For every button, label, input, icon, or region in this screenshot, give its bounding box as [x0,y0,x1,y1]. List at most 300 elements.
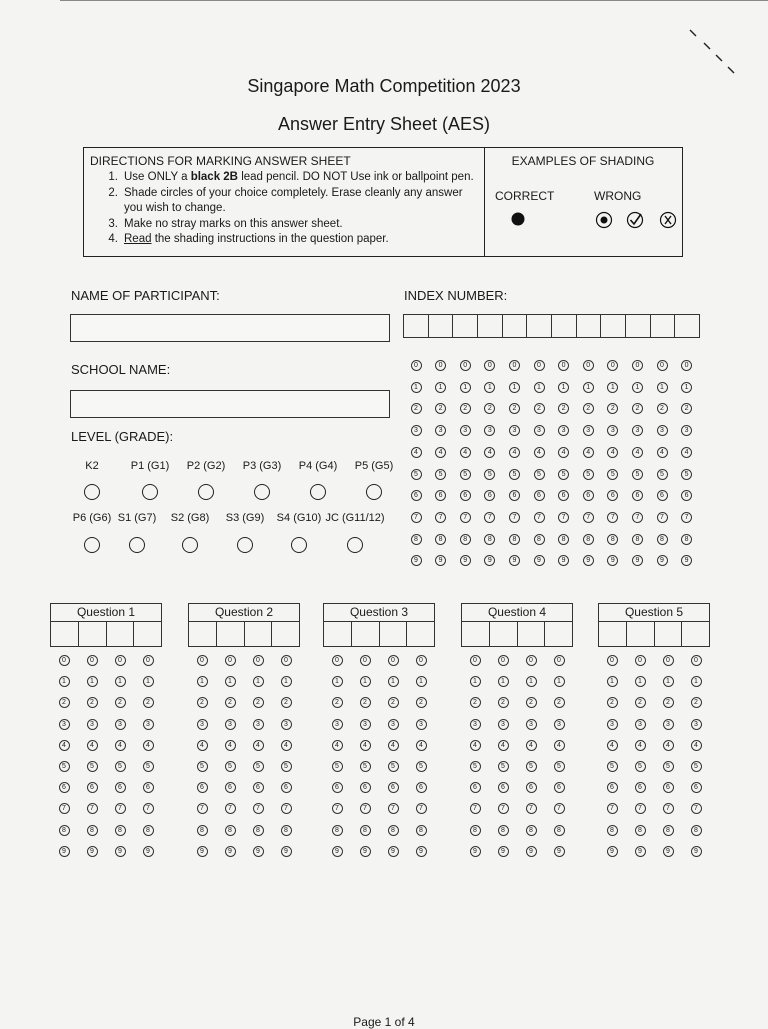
answer-digit-box[interactable] [245,622,273,646]
answer-digit-bubble[interactable]: 9 [635,846,646,857]
answer-digit-bubble[interactable]: 9 [197,846,208,857]
answer-digit-bubble[interactable]: 1 [554,676,565,687]
answer-digit-bubble[interactable]: 4 [197,740,208,751]
level-option-bubble[interactable] [129,537,145,553]
level-option-bubble[interactable] [237,537,253,553]
answer-digit-bubble[interactable]: 8 [281,825,292,836]
index-digit-bubble[interactable]: 9 [657,555,668,566]
answer-digit-bubble[interactable]: 5 [281,761,292,772]
answer-digit-bubble[interactable]: 2 [607,697,618,708]
answer-digit-bubble[interactable]: 5 [197,761,208,772]
index-digit-bubble[interactable]: 4 [435,447,446,458]
answer-digit-bubble[interactable]: 0 [416,655,427,666]
answer-digit-bubble[interactable]: 2 [635,697,646,708]
index-digit-bubble[interactable]: 5 [558,469,569,480]
level-option-bubble[interactable] [142,484,158,500]
index-digit-bubble[interactable]: 4 [657,447,668,458]
answer-digit-bubble[interactable]: 7 [554,803,565,814]
answer-digit-bubble[interactable]: 1 [225,676,236,687]
index-digit-bubble[interactable]: 1 [558,382,569,393]
answer-digit-bubble[interactable]: 1 [360,676,371,687]
index-digit-bubble[interactable]: 0 [558,360,569,371]
answer-digit-bubble[interactable]: 2 [554,697,565,708]
index-digit-bubble[interactable]: 4 [681,447,692,458]
index-digit-bubble[interactable]: 5 [607,469,618,480]
answer-digit-bubble[interactable]: 7 [225,803,236,814]
index-digit-box[interactable] [601,315,626,337]
answer-digit-bubble[interactable]: 6 [470,782,481,793]
index-digit-bubble[interactable]: 2 [607,403,618,414]
answer-digit-bubble[interactable]: 2 [59,697,70,708]
answer-digit-bubble[interactable]: 4 [87,740,98,751]
answer-digit-bubble[interactable]: 1 [691,676,702,687]
answer-digit-bubble[interactable]: 5 [498,761,509,772]
answer-digit-bubble[interactable]: 8 [59,825,70,836]
index-digit-bubble[interactable]: 0 [657,360,668,371]
answer-digit-bubble[interactable]: 8 [225,825,236,836]
participant-name-field[interactable] [70,314,390,342]
answer-digit-bubble[interactable]: 0 [388,655,399,666]
answer-digit-bubble[interactable]: 4 [253,740,264,751]
answer-digit-bubble[interactable]: 6 [115,782,126,793]
answer-digit-bubble[interactable]: 9 [360,846,371,857]
index-digit-bubble[interactable]: 6 [607,490,618,501]
index-digit-bubble[interactable]: 8 [632,534,643,545]
index-digit-bubble[interactable]: 1 [435,382,446,393]
index-digit-bubble[interactable]: 6 [534,490,545,501]
index-digit-bubble[interactable]: 1 [509,382,520,393]
answer-digit-bubble[interactable]: 8 [360,825,371,836]
question-answer-boxes[interactable] [188,622,300,647]
answer-digit-bubble[interactable]: 6 [607,782,618,793]
index-digit-bubble[interactable]: 9 [484,555,495,566]
index-digit-box[interactable] [478,315,503,337]
index-digit-bubble[interactable]: 8 [411,534,422,545]
index-digit-bubble[interactable]: 7 [484,512,495,523]
answer-digit-box[interactable] [380,622,408,646]
answer-digit-box[interactable] [51,622,79,646]
index-digit-bubble[interactable]: 7 [632,512,643,523]
level-option-bubble[interactable] [198,484,214,500]
answer-digit-bubble[interactable]: 5 [87,761,98,772]
index-digit-bubble[interactable]: 5 [632,469,643,480]
answer-digit-box[interactable] [352,622,380,646]
answer-digit-bubble[interactable]: 3 [635,719,646,730]
index-digit-bubble[interactable]: 6 [632,490,643,501]
index-digit-bubble[interactable]: 0 [509,360,520,371]
answer-digit-bubble[interactable]: 8 [663,825,674,836]
index-digit-bubble[interactable]: 4 [484,447,495,458]
answer-digit-bubble[interactable]: 8 [143,825,154,836]
answer-digit-bubble[interactable]: 7 [388,803,399,814]
answer-digit-bubble[interactable]: 1 [526,676,537,687]
answer-digit-bubble[interactable]: 5 [607,761,618,772]
index-digit-bubble[interactable]: 7 [509,512,520,523]
question-answer-boxes[interactable] [50,622,162,647]
answer-digit-bubble[interactable]: 9 [332,846,343,857]
answer-digit-bubble[interactable]: 2 [87,697,98,708]
answer-digit-bubble[interactable]: 5 [388,761,399,772]
answer-digit-bubble[interactable]: 3 [470,719,481,730]
answer-digit-bubble[interactable]: 8 [87,825,98,836]
index-digit-box[interactable] [503,315,528,337]
index-digit-bubble[interactable]: 6 [460,490,471,501]
index-digit-bubble[interactable]: 0 [607,360,618,371]
answer-digit-bubble[interactable]: 4 [143,740,154,751]
index-digit-bubble[interactable]: 9 [632,555,643,566]
answer-digit-bubble[interactable]: 3 [554,719,565,730]
index-digit-bubble[interactable]: 4 [607,447,618,458]
answer-digit-bubble[interactable]: 6 [225,782,236,793]
index-digit-bubble[interactable]: 9 [534,555,545,566]
answer-digit-bubble[interactable]: 0 [87,655,98,666]
answer-digit-bubble[interactable]: 6 [253,782,264,793]
index-digit-bubble[interactable]: 2 [509,403,520,414]
answer-digit-bubble[interactable]: 1 [87,676,98,687]
answer-digit-bubble[interactable]: 5 [59,761,70,772]
answer-digit-bubble[interactable]: 8 [332,825,343,836]
index-digit-bubble[interactable]: 2 [460,403,471,414]
index-digit-bubble[interactable]: 2 [657,403,668,414]
answer-digit-bubble[interactable]: 4 [607,740,618,751]
answer-digit-bubble[interactable]: 9 [470,846,481,857]
index-digit-bubble[interactable]: 9 [558,555,569,566]
answer-digit-bubble[interactable]: 6 [526,782,537,793]
answer-digit-box[interactable] [407,622,434,646]
answer-digit-bubble[interactable]: 9 [526,846,537,857]
answer-digit-bubble[interactable]: 7 [332,803,343,814]
index-digit-bubble[interactable]: 3 [657,425,668,436]
answer-digit-bubble[interactable]: 2 [115,697,126,708]
answer-digit-box[interactable] [518,622,546,646]
index-digit-bubble[interactable]: 4 [411,447,422,458]
answer-digit-bubble[interactable]: 1 [470,676,481,687]
index-digit-bubble[interactable]: 9 [411,555,422,566]
question-answer-boxes[interactable] [598,622,710,647]
answer-digit-bubble[interactable]: 8 [416,825,427,836]
answer-digit-bubble[interactable]: 3 [253,719,264,730]
answer-digit-bubble[interactable]: 5 [253,761,264,772]
index-digit-bubble[interactable]: 5 [657,469,668,480]
index-digit-bubble[interactable]: 1 [657,382,668,393]
answer-digit-bubble[interactable]: 4 [691,740,702,751]
index-digit-box[interactable] [453,315,478,337]
answer-digit-box[interactable] [272,622,299,646]
index-digit-bubble[interactable]: 1 [484,382,495,393]
answer-digit-bubble[interactable]: 0 [197,655,208,666]
index-digit-bubble[interactable]: 8 [681,534,692,545]
index-digit-bubble[interactable]: 2 [435,403,446,414]
level-option-bubble[interactable] [182,537,198,553]
answer-digit-bubble[interactable]: 8 [197,825,208,836]
answer-digit-bubble[interactable]: 4 [360,740,371,751]
index-digit-bubble[interactable]: 4 [460,447,471,458]
answer-digit-bubble[interactable]: 0 [143,655,154,666]
answer-digit-bubble[interactable]: 2 [360,697,371,708]
answer-digit-bubble[interactable]: 0 [635,655,646,666]
index-digit-bubble[interactable]: 9 [460,555,471,566]
answer-digit-box[interactable] [655,622,683,646]
index-digit-bubble[interactable]: 9 [607,555,618,566]
answer-digit-bubble[interactable]: 4 [332,740,343,751]
index-digit-bubble[interactable]: 2 [484,403,495,414]
index-digit-bubble[interactable]: 8 [583,534,594,545]
answer-digit-bubble[interactable]: 1 [607,676,618,687]
index-number-boxes[interactable] [403,314,700,338]
index-digit-bubble[interactable]: 8 [484,534,495,545]
index-digit-bubble[interactable]: 4 [583,447,594,458]
answer-digit-bubble[interactable]: 4 [225,740,236,751]
answer-digit-bubble[interactable]: 6 [87,782,98,793]
answer-digit-bubble[interactable]: 9 [225,846,236,857]
answer-digit-bubble[interactable]: 7 [635,803,646,814]
answer-digit-bubble[interactable]: 9 [416,846,427,857]
answer-digit-bubble[interactable]: 1 [498,676,509,687]
question-answer-boxes[interactable] [323,622,435,647]
answer-digit-bubble[interactable]: 3 [281,719,292,730]
answer-digit-bubble[interactable]: 6 [691,782,702,793]
answer-digit-bubble[interactable]: 0 [253,655,264,666]
answer-digit-bubble[interactable]: 7 [281,803,292,814]
answer-digit-bubble[interactable]: 4 [59,740,70,751]
answer-digit-bubble[interactable]: 7 [416,803,427,814]
index-digit-bubble[interactable]: 7 [657,512,668,523]
answer-digit-bubble[interactable]: 8 [470,825,481,836]
index-digit-bubble[interactable]: 3 [632,425,643,436]
index-digit-box[interactable] [552,315,577,337]
answer-digit-bubble[interactable]: 8 [554,825,565,836]
answer-digit-bubble[interactable]: 2 [691,697,702,708]
answer-digit-bubble[interactable]: 7 [253,803,264,814]
index-digit-bubble[interactable]: 7 [460,512,471,523]
answer-digit-bubble[interactable]: 3 [87,719,98,730]
index-digit-bubble[interactable]: 6 [411,490,422,501]
answer-digit-box[interactable] [189,622,217,646]
index-digit-box[interactable] [651,315,676,337]
index-digit-bubble[interactable]: 4 [534,447,545,458]
index-digit-bubble[interactable]: 0 [681,360,692,371]
answer-digit-bubble[interactable]: 0 [526,655,537,666]
level-option-bubble[interactable] [254,484,270,500]
index-digit-bubble[interactable]: 0 [632,360,643,371]
answer-digit-bubble[interactable]: 8 [635,825,646,836]
index-digit-bubble[interactable]: 0 [534,360,545,371]
answer-digit-bubble[interactable]: 2 [253,697,264,708]
index-digit-bubble[interactable]: 1 [607,382,618,393]
answer-digit-bubble[interactable]: 4 [115,740,126,751]
answer-digit-bubble[interactable]: 2 [225,697,236,708]
index-digit-bubble[interactable]: 7 [583,512,594,523]
index-digit-bubble[interactable]: 9 [681,555,692,566]
answer-digit-bubble[interactable]: 9 [388,846,399,857]
answer-digit-box[interactable] [324,622,352,646]
answer-digit-bubble[interactable]: 6 [635,782,646,793]
answer-digit-bubble[interactable]: 6 [197,782,208,793]
index-digit-bubble[interactable]: 1 [534,382,545,393]
index-digit-bubble[interactable]: 2 [411,403,422,414]
index-digit-bubble[interactable]: 1 [632,382,643,393]
answer-digit-bubble[interactable]: 5 [554,761,565,772]
index-digit-bubble[interactable]: 8 [558,534,569,545]
level-option-bubble[interactable] [366,484,382,500]
answer-digit-bubble[interactable]: 0 [554,655,565,666]
answer-digit-bubble[interactable]: 0 [360,655,371,666]
index-digit-bubble[interactable]: 3 [509,425,520,436]
level-option-bubble[interactable] [347,537,363,553]
answer-digit-bubble[interactable]: 4 [388,740,399,751]
level-option-bubble[interactable] [84,537,100,553]
answer-digit-box[interactable] [599,622,627,646]
answer-digit-bubble[interactable]: 4 [281,740,292,751]
index-digit-bubble[interactable]: 7 [607,512,618,523]
answer-digit-bubble[interactable]: 9 [59,846,70,857]
index-digit-bubble[interactable]: 6 [583,490,594,501]
answer-digit-bubble[interactable]: 3 [115,719,126,730]
answer-digit-bubble[interactable]: 1 [115,676,126,687]
index-digit-bubble[interactable]: 5 [411,469,422,480]
answer-digit-bubble[interactable]: 1 [416,676,427,687]
answer-digit-bubble[interactable]: 0 [59,655,70,666]
answer-digit-bubble[interactable]: 4 [554,740,565,751]
answer-digit-bubble[interactable]: 2 [388,697,399,708]
answer-digit-bubble[interactable]: 6 [59,782,70,793]
answer-digit-bubble[interactable]: 4 [498,740,509,751]
answer-digit-bubble[interactable]: 1 [388,676,399,687]
answer-digit-bubble[interactable]: 0 [225,655,236,666]
index-digit-bubble[interactable]: 2 [681,403,692,414]
index-digit-bubble[interactable]: 6 [657,490,668,501]
answer-digit-bubble[interactable]: 6 [143,782,154,793]
answer-digit-bubble[interactable]: 6 [388,782,399,793]
index-digit-bubble[interactable]: 7 [411,512,422,523]
index-digit-bubble[interactable]: 4 [632,447,643,458]
answer-digit-bubble[interactable]: 1 [197,676,208,687]
answer-digit-bubble[interactable]: 7 [691,803,702,814]
index-digit-bubble[interactable]: 1 [583,382,594,393]
answer-digit-bubble[interactable]: 9 [253,846,264,857]
answer-digit-bubble[interactable]: 3 [59,719,70,730]
answer-digit-box[interactable] [545,622,572,646]
index-digit-bubble[interactable]: 1 [411,382,422,393]
answer-digit-bubble[interactable]: 9 [115,846,126,857]
answer-digit-bubble[interactable]: 4 [416,740,427,751]
index-digit-bubble[interactable]: 6 [681,490,692,501]
index-digit-bubble[interactable]: 0 [435,360,446,371]
answer-digit-bubble[interactable]: 1 [332,676,343,687]
index-digit-bubble[interactable]: 2 [632,403,643,414]
index-digit-bubble[interactable]: 3 [681,425,692,436]
answer-digit-bubble[interactable]: 4 [526,740,537,751]
index-digit-bubble[interactable]: 4 [509,447,520,458]
index-digit-bubble[interactable]: 3 [534,425,545,436]
answer-digit-bubble[interactable]: 9 [691,846,702,857]
index-digit-bubble[interactable]: 5 [509,469,520,480]
answer-digit-bubble[interactable]: 2 [197,697,208,708]
answer-digit-bubble[interactable]: 0 [691,655,702,666]
answer-digit-bubble[interactable]: 4 [470,740,481,751]
answer-digit-bubble[interactable]: 6 [281,782,292,793]
answer-digit-bubble[interactable]: 1 [59,676,70,687]
answer-digit-bubble[interactable]: 5 [691,761,702,772]
answer-digit-bubble[interactable]: 5 [225,761,236,772]
index-digit-bubble[interactable]: 4 [558,447,569,458]
answer-digit-bubble[interactable]: 0 [607,655,618,666]
answer-digit-bubble[interactable]: 7 [526,803,537,814]
answer-digit-bubble[interactable]: 3 [225,719,236,730]
index-digit-bubble[interactable]: 6 [484,490,495,501]
answer-digit-bubble[interactable]: 5 [360,761,371,772]
answer-digit-bubble[interactable]: 8 [691,825,702,836]
answer-digit-bubble[interactable]: 3 [663,719,674,730]
level-option-bubble[interactable] [310,484,326,500]
answer-digit-bubble[interactable]: 9 [498,846,509,857]
index-digit-bubble[interactable]: 3 [435,425,446,436]
answer-digit-bubble[interactable]: 4 [635,740,646,751]
answer-digit-bubble[interactable]: 3 [197,719,208,730]
answer-digit-bubble[interactable]: 2 [526,697,537,708]
index-digit-bubble[interactable]: 5 [534,469,545,480]
index-digit-box[interactable] [577,315,602,337]
answer-digit-box[interactable] [462,622,490,646]
index-digit-bubble[interactable]: 2 [534,403,545,414]
answer-digit-bubble[interactable]: 3 [332,719,343,730]
answer-digit-bubble[interactable]: 9 [663,846,674,857]
school-name-field[interactable] [70,390,390,418]
answer-digit-bubble[interactable]: 7 [607,803,618,814]
answer-digit-bubble[interactable]: 7 [115,803,126,814]
answer-digit-bubble[interactable]: 8 [253,825,264,836]
answer-digit-bubble[interactable]: 5 [143,761,154,772]
index-digit-bubble[interactable]: 1 [681,382,692,393]
answer-digit-bubble[interactable]: 6 [554,782,565,793]
answer-digit-bubble[interactable]: 8 [526,825,537,836]
answer-digit-bubble[interactable]: 6 [663,782,674,793]
index-digit-bubble[interactable]: 3 [607,425,618,436]
index-digit-bubble[interactable]: 8 [509,534,520,545]
answer-digit-bubble[interactable]: 5 [416,761,427,772]
answer-digit-bubble[interactable]: 3 [691,719,702,730]
answer-digit-bubble[interactable]: 3 [416,719,427,730]
index-digit-bubble[interactable]: 6 [558,490,569,501]
index-digit-bubble[interactable]: 2 [558,403,569,414]
answer-digit-bubble[interactable]: 2 [470,697,481,708]
answer-digit-bubble[interactable]: 9 [281,846,292,857]
answer-digit-bubble[interactable]: 1 [635,676,646,687]
answer-digit-bubble[interactable]: 5 [115,761,126,772]
answer-digit-bubble[interactable]: 6 [416,782,427,793]
index-digit-bubble[interactable]: 7 [534,512,545,523]
index-digit-bubble[interactable]: 8 [607,534,618,545]
answer-digit-box[interactable] [134,622,161,646]
index-digit-bubble[interactable]: 9 [435,555,446,566]
index-digit-bubble[interactable]: 8 [460,534,471,545]
answer-digit-bubble[interactable]: 9 [607,846,618,857]
index-digit-bubble[interactable]: 3 [484,425,495,436]
answer-digit-bubble[interactable]: 0 [470,655,481,666]
answer-digit-box[interactable] [79,622,107,646]
answer-digit-bubble[interactable]: 0 [332,655,343,666]
index-digit-bubble[interactable]: 0 [460,360,471,371]
answer-digit-bubble[interactable]: 2 [416,697,427,708]
answer-digit-bubble[interactable]: 0 [663,655,674,666]
index-digit-bubble[interactable]: 8 [534,534,545,545]
index-digit-bubble[interactable]: 7 [681,512,692,523]
index-digit-box[interactable] [429,315,454,337]
answer-digit-box[interactable] [682,622,709,646]
answer-digit-bubble[interactable]: 5 [526,761,537,772]
answer-digit-bubble[interactable]: 7 [59,803,70,814]
answer-digit-bubble[interactable]: 1 [253,676,264,687]
